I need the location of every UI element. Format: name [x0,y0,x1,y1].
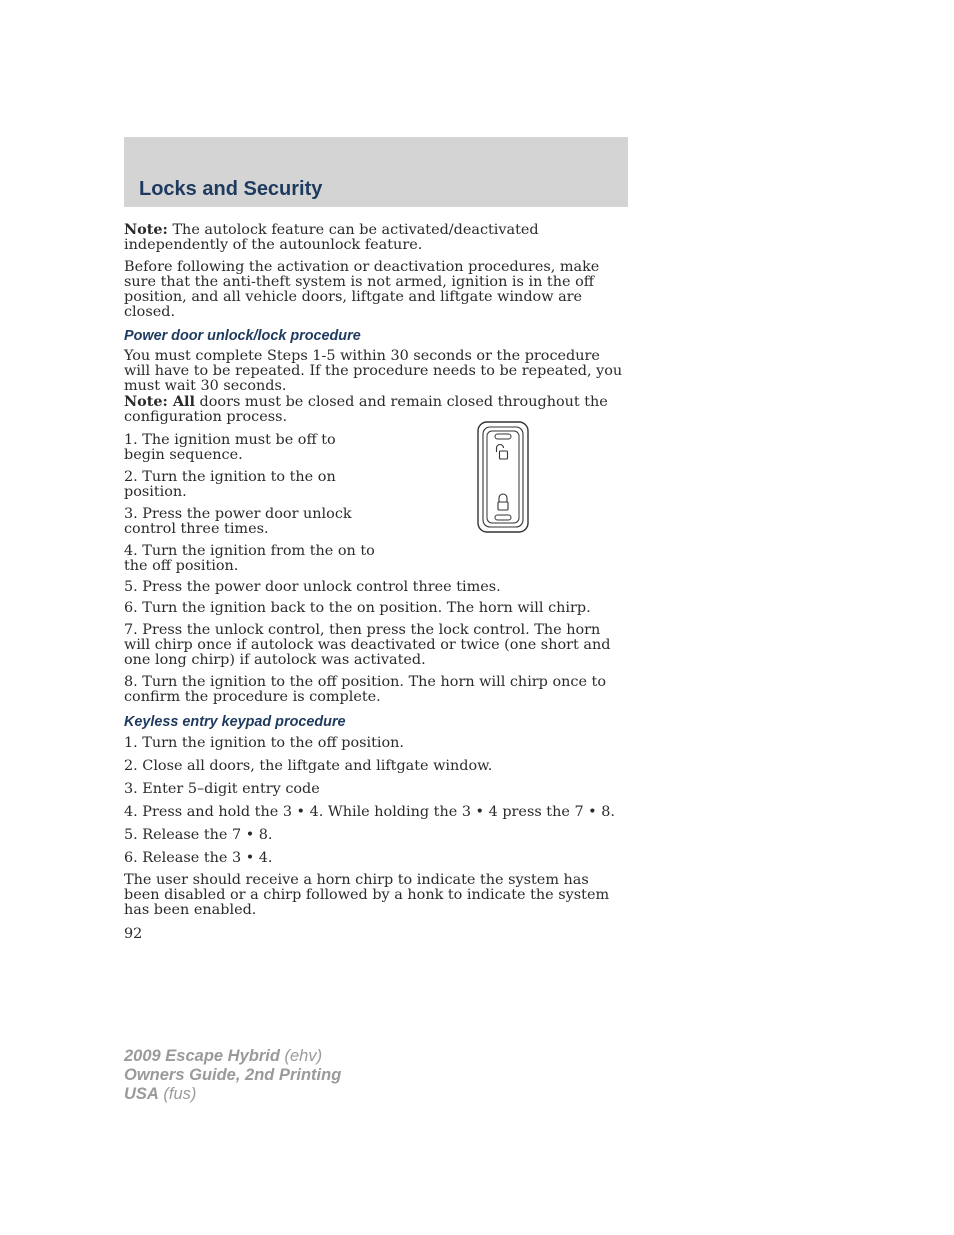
keypad-step-3: 3. Enter 5–digit entry code [124,781,320,797]
keypad-step-1: 1. Turn the ignition to the off position. [124,735,404,751]
keypad-step-2: 2. Close all doors, the liftgate and liftgate window. [124,758,493,774]
document-footer [124,1047,341,1104]
power-procedure-intro: You must complete Steps 1-5 within 30 seconds or the procedure will have to be repeated. If the procedure needs to be repeated, you must wait 30 seconds. [124,348,623,394]
body-column [124,222,628,918]
footer-line-1: 2009 Escape Hybrid (ehv) [124,1047,323,1065]
autolock-note [124,222,628,253]
section-header-band [124,137,628,207]
power-step-7: 7. Press the unlock control, then press the lock control. The horn will chirp once if autolock was deactivated or twice (one short and one long chirp) if autolock was activated. [124,622,611,668]
note-text: The autolock feature can be activated/deactivated independently of the autounlock feature. [124,222,539,253]
power-step-6: 6. Turn the ignition back to the on position. The horn will chirp. [124,600,591,616]
keypad-closing-text: The user should receive a horn chirp to indicate the system has been disabled or a chirp followed by a honk to indicate the system has been enabled. [124,872,610,918]
door-lock-switch-icon [477,421,529,533]
power-step-8: 8. Turn the ignition to the off position. The horn will chirp once to confirm the procedure is complete. [124,674,607,705]
power-procedure-heading: Power door unlock/lock procedure [124,328,361,344]
power-step-2: 2. Turn the ignition to the on position. [124,469,336,500]
keypad-step-5: 5. Release the 7 • 8. [124,827,273,843]
note-all-text: doors must be closed and remain closed throughout the configuration process. [124,394,608,425]
keypad-procedure-heading: Keyless entry keypad procedure [124,714,346,730]
note-all-label: Note: All [124,393,195,410]
power-step-1: 1. The ignition must be off to begin sequence. [124,432,336,463]
power-step-4: 4. Turn the ignition from the on to the off position. [124,543,375,574]
page-number: 92 [124,926,143,942]
footer-line-2: Owners Guide, 2nd Printing [124,1066,342,1084]
power-step-3: 3. Press the power door unlock control three times. [124,506,352,537]
power-step-5: 5. Press the power door unlock control three times. [124,579,501,595]
note-label: Note: [124,221,168,238]
keypad-step-4: 4. Press and hold the 3 • 4. While holding the 3 • 4 press the 7 • 8. [124,804,615,820]
power-procedure-note [124,394,628,425]
keypad-step-6: 6. Release the 3 • 4. [124,850,273,866]
footer-line-3: USA (fus) [124,1085,197,1103]
section-title: Locks and Security [139,178,323,200]
before-text: Before following the activation or deactivation procedures, make sure that the anti-theft system is not armed, ignition is in the off position, and all vehicle doors, liftgate and liftgate window are closed. [124,259,600,320]
